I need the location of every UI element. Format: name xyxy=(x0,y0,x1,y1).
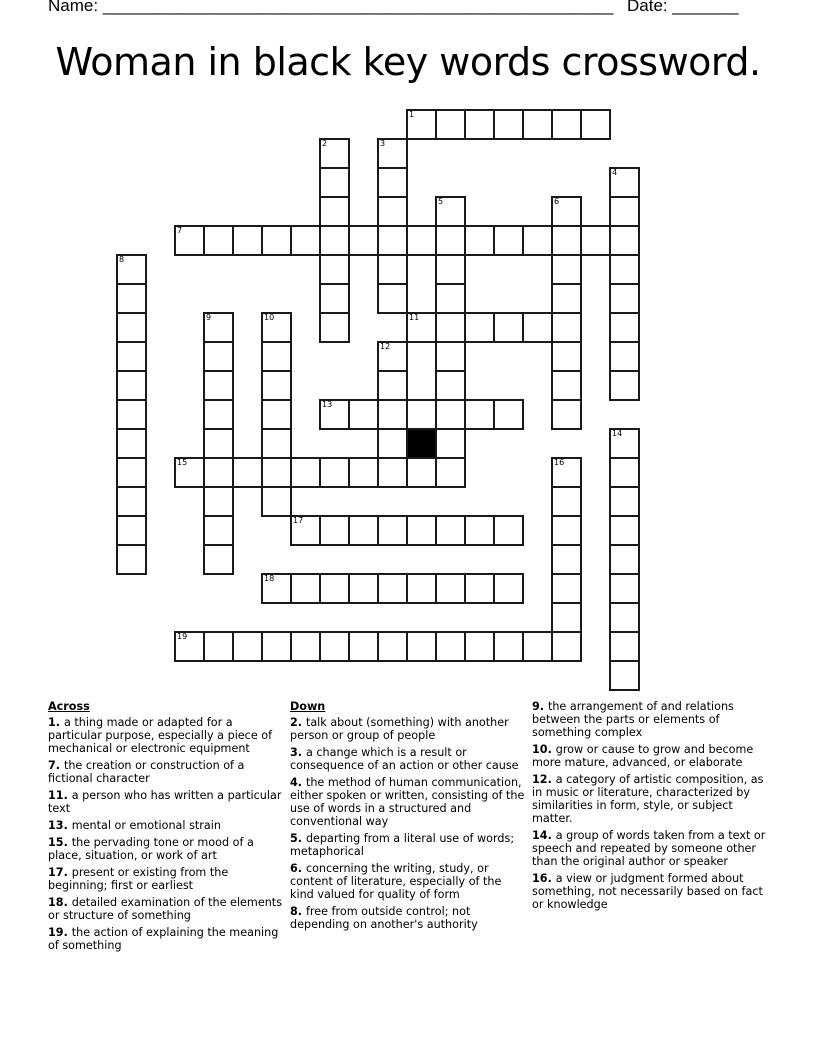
clue-item xyxy=(48,836,284,862)
clue-number-label: 14. xyxy=(532,829,556,842)
grid-cell[interactable] xyxy=(406,399,437,430)
clue-item xyxy=(290,905,526,931)
grid-cell[interactable] xyxy=(609,660,640,691)
down-clues-continued xyxy=(532,700,772,915)
grid-cell[interactable] xyxy=(232,225,263,256)
clue-item xyxy=(532,743,772,769)
grid-cell[interactable] xyxy=(261,457,292,488)
grid-cell[interactable] xyxy=(522,312,553,343)
clue-item xyxy=(48,926,284,952)
grid-cell[interactable] xyxy=(290,631,321,662)
grid-cell[interactable] xyxy=(551,312,582,343)
grid-cell[interactable] xyxy=(464,399,495,430)
clue-number-label: 9. xyxy=(532,700,548,713)
clue-number-label: 3. xyxy=(290,746,306,759)
clue-number-label: 18. xyxy=(48,896,72,909)
clue-number: 8 xyxy=(119,255,125,264)
clue-item xyxy=(48,716,284,755)
clue-number-label: 7. xyxy=(48,759,64,772)
grid-cell[interactable] xyxy=(551,283,582,314)
grid-cell[interactable] xyxy=(493,399,524,430)
grid-cell[interactable] xyxy=(493,109,524,140)
grid-cell[interactable] xyxy=(551,515,582,546)
grid-cell[interactable] xyxy=(551,457,582,488)
grid-cell[interactable] xyxy=(609,370,640,401)
grid-cell[interactable] xyxy=(493,573,524,604)
grid-cell[interactable] xyxy=(261,341,292,372)
grid-cell[interactable] xyxy=(348,515,379,546)
grid-cell[interactable] xyxy=(435,312,466,343)
across-clue-list xyxy=(48,716,284,952)
grid-cell[interactable] xyxy=(290,515,321,546)
clue-item xyxy=(532,700,772,739)
grid-cell[interactable] xyxy=(116,370,147,401)
clue-number: 1 xyxy=(409,110,415,119)
grid-cell[interactable] xyxy=(319,312,350,343)
grid-cell[interactable] xyxy=(319,515,350,546)
clue-item xyxy=(290,716,526,742)
grid-cell[interactable] xyxy=(377,370,408,401)
clue-text: a change which is a result or consequence of an action or other cause xyxy=(290,746,519,772)
clue-item xyxy=(48,866,284,892)
grid-cell[interactable] xyxy=(261,312,292,343)
grid-cell[interactable] xyxy=(609,167,640,198)
black-cell xyxy=(406,428,437,459)
grid-cell[interactable] xyxy=(261,225,292,256)
grid-cell[interactable] xyxy=(203,486,234,517)
clue-number: 13 xyxy=(322,400,333,409)
grid-cell[interactable] xyxy=(435,341,466,372)
clue-text: grow or cause to grow and become more mature, advanced, or elaborate xyxy=(532,743,754,769)
grid-cell[interactable] xyxy=(551,486,582,517)
grid-cell[interactable] xyxy=(609,515,640,546)
grid-cell[interactable] xyxy=(261,573,292,604)
grid-cell[interactable] xyxy=(116,283,147,314)
clue-text: a person who has written a particular text xyxy=(48,789,282,815)
grid-cell[interactable] xyxy=(319,283,350,314)
clue-number: 11 xyxy=(409,313,420,322)
grid-cell[interactable] xyxy=(609,631,640,662)
clue-item xyxy=(48,759,284,785)
grid-cell[interactable] xyxy=(116,486,147,517)
clue-number: 19 xyxy=(177,632,188,641)
grid-cell[interactable] xyxy=(464,312,495,343)
grid-cell[interactable] xyxy=(493,515,524,546)
clue-text: a thing made or adapted for a particular purpose, especially a piece of mechanical or electronic equipment xyxy=(48,716,273,755)
clue-item xyxy=(48,819,284,832)
grid-cell[interactable] xyxy=(609,254,640,285)
grid-cell[interactable] xyxy=(435,631,466,662)
grid-cell[interactable] xyxy=(261,370,292,401)
grid-cell[interactable] xyxy=(203,399,234,430)
grid-cell[interactable] xyxy=(116,341,147,372)
clue-number-label: 8. xyxy=(290,905,306,918)
clue-text: free from outside control; not depending on another's authority xyxy=(290,905,478,931)
clue-number: 14 xyxy=(612,429,623,438)
grid-cell[interactable] xyxy=(174,225,205,256)
grid-cell[interactable] xyxy=(435,428,466,459)
clue-number: 4 xyxy=(612,168,618,177)
down-clue-list-continued xyxy=(532,700,772,911)
clue-text: concerning the writing, study, or content of literature, especially of the kind valued for quality of form xyxy=(290,862,502,901)
grid-cell[interactable] xyxy=(464,573,495,604)
grid-cell[interactable] xyxy=(551,370,582,401)
grid-cell[interactable] xyxy=(203,515,234,546)
grid-cell[interactable] xyxy=(232,631,263,662)
grid-cell[interactable] xyxy=(406,457,437,488)
grid-cell[interactable] xyxy=(319,167,350,198)
clue-number: 5 xyxy=(438,197,444,206)
clue-number-label: 11. xyxy=(48,789,72,802)
grid-cell[interactable] xyxy=(377,631,408,662)
grid-cell[interactable] xyxy=(609,457,640,488)
grid-cell[interactable] xyxy=(609,312,640,343)
clue-number: 16 xyxy=(554,458,565,467)
clue-item xyxy=(532,829,772,868)
grid-cell[interactable] xyxy=(406,225,437,256)
grid-cell[interactable] xyxy=(551,196,582,227)
grid-cell[interactable] xyxy=(551,341,582,372)
grid-cell[interactable] xyxy=(290,573,321,604)
clue-text: talk about (something) with another person or group of people xyxy=(290,716,509,742)
grid-cell[interactable] xyxy=(551,573,582,604)
grid-cell[interactable] xyxy=(551,602,582,633)
clue-item xyxy=(48,896,284,922)
clue-number-label: 2. xyxy=(290,716,306,729)
clue-number: 9 xyxy=(206,313,212,322)
grid-cell[interactable] xyxy=(203,457,234,488)
grid-cell[interactable] xyxy=(174,457,205,488)
grid-cell[interactable] xyxy=(377,167,408,198)
grid-cell[interactable] xyxy=(319,138,350,169)
grid-cell[interactable] xyxy=(377,225,408,256)
grid-cell[interactable] xyxy=(203,544,234,575)
grid-cell[interactable] xyxy=(406,312,437,343)
grid-cell[interactable] xyxy=(261,631,292,662)
grid-cell[interactable] xyxy=(348,457,379,488)
grid-cell[interactable] xyxy=(116,312,147,343)
grid-cell[interactable] xyxy=(580,225,611,256)
grid-cell[interactable] xyxy=(203,312,234,343)
grid-cell[interactable] xyxy=(290,457,321,488)
grid-cell[interactable] xyxy=(203,225,234,256)
grid-cell[interactable] xyxy=(435,457,466,488)
grid-cell[interactable] xyxy=(551,631,582,662)
grid-cell[interactable] xyxy=(261,428,292,459)
grid-cell[interactable] xyxy=(261,486,292,517)
clue-text: present or existing from the beginning; first or earliest xyxy=(48,866,229,892)
clue-number-label: 12. xyxy=(532,773,556,786)
clue-text: the method of human communication, either spoken or written, consisting of the use of words in a structured and conventional way xyxy=(290,776,525,828)
clue-number: 12 xyxy=(380,342,391,351)
grid-cell[interactable] xyxy=(551,109,582,140)
clue-number: 6 xyxy=(554,197,560,206)
grid-cell[interactable] xyxy=(377,196,408,227)
grid-cell[interactable] xyxy=(319,457,350,488)
grid-cell[interactable] xyxy=(319,399,350,430)
clue-text: the pervading tone or mood of a place, situation, or work of art xyxy=(48,836,254,862)
grid-cell[interactable] xyxy=(609,428,640,459)
across-heading: Across xyxy=(48,700,90,713)
clue-number: 2 xyxy=(322,139,328,148)
clue-number-label: 6. xyxy=(290,862,306,875)
grid-cell[interactable] xyxy=(406,631,437,662)
grid-cell[interactable] xyxy=(580,109,611,140)
grid-cell[interactable] xyxy=(551,399,582,430)
crossword-grid xyxy=(117,110,641,692)
grid-cell[interactable] xyxy=(377,254,408,285)
clue-item xyxy=(290,776,526,828)
grid-cell[interactable] xyxy=(377,457,408,488)
grid-cell[interactable] xyxy=(406,515,437,546)
grid-cell[interactable] xyxy=(435,225,466,256)
grid-cell[interactable] xyxy=(116,457,147,488)
grid-cell[interactable] xyxy=(348,573,379,604)
grid-cell[interactable] xyxy=(435,399,466,430)
clue-item xyxy=(290,746,526,772)
clue-number: 3 xyxy=(380,139,386,148)
grid-cell[interactable] xyxy=(377,428,408,459)
clue-number: 7 xyxy=(177,226,183,235)
clue-number: 18 xyxy=(264,574,275,583)
grid-cell[interactable] xyxy=(203,370,234,401)
grid-cell[interactable] xyxy=(116,254,147,285)
grid-cell[interactable] xyxy=(348,225,379,256)
grid-cell[interactable] xyxy=(493,631,524,662)
grid-cell[interactable] xyxy=(609,225,640,256)
grid-cell[interactable] xyxy=(377,283,408,314)
clue-text: the arrangement of and relations between the parts or elements of something complex xyxy=(532,700,734,739)
grid-cell[interactable] xyxy=(203,428,234,459)
clue-number-label: 17. xyxy=(48,866,72,879)
down-clue-list xyxy=(290,716,526,931)
grid-cell[interactable] xyxy=(377,573,408,604)
clue-text: a category of artistic composition, as in music or literature, characterized by similarities in form, style, or subject matter. xyxy=(532,773,764,825)
clue-number: 15 xyxy=(177,458,188,467)
grid-cell[interactable] xyxy=(319,254,350,285)
grid-cell[interactable] xyxy=(609,196,640,227)
clue-number-label: 1. xyxy=(48,716,64,729)
grid-cell[interactable] xyxy=(377,341,408,372)
across-clues xyxy=(48,700,284,956)
clue-text: a view or judgment formed about something, not necessarily based on fact or knowledge xyxy=(532,872,763,911)
grid-cell[interactable] xyxy=(377,399,408,430)
clue-number-label: 16. xyxy=(532,872,556,885)
grid-cell[interactable] xyxy=(551,544,582,575)
clue-item xyxy=(48,789,284,815)
grid-cell[interactable] xyxy=(522,631,553,662)
grid-cell[interactable] xyxy=(348,631,379,662)
grid-cell[interactable] xyxy=(406,109,437,140)
clue-text: detailed examination of the elements or structure of something xyxy=(48,896,283,922)
grid-cell[interactable] xyxy=(406,573,437,604)
grid-cell[interactable] xyxy=(551,225,582,256)
grid-cell[interactable] xyxy=(609,573,640,604)
clue-item xyxy=(290,832,526,858)
clue-item xyxy=(532,872,772,911)
grid-cell[interactable] xyxy=(319,196,350,227)
grid-cell[interactable] xyxy=(435,370,466,401)
clue-number-label: 19. xyxy=(48,926,72,939)
grid-cell[interactable] xyxy=(464,515,495,546)
grid-cell[interactable] xyxy=(348,399,379,430)
grid-cell[interactable] xyxy=(551,254,582,285)
grid-cell[interactable] xyxy=(609,544,640,575)
clue-number-label: 4. xyxy=(290,776,306,789)
grid-cell[interactable] xyxy=(319,631,350,662)
grid-cell[interactable] xyxy=(464,109,495,140)
clue-text: a group of words taken from a text or speech and repeated by someone other than the original author or speaker xyxy=(532,829,766,868)
grid-cell[interactable] xyxy=(493,225,524,256)
grid-cell[interactable] xyxy=(319,225,350,256)
date-field-label[interactable]: Date: _______ xyxy=(627,0,739,15)
grid-cell[interactable] xyxy=(290,225,321,256)
grid-cell[interactable] xyxy=(609,486,640,517)
clue-text: the creation or construction of a fictional character xyxy=(48,759,245,785)
clue-number-label: 5. xyxy=(290,832,306,845)
clue-number-label: 15. xyxy=(48,836,72,849)
grid-cell[interactable] xyxy=(116,515,147,546)
grid-cell[interactable] xyxy=(522,109,553,140)
grid-cell[interactable] xyxy=(435,573,466,604)
grid-cell[interactable] xyxy=(116,544,147,575)
clue-number-label: 13. xyxy=(48,819,72,832)
clue-text: mental or emotional strain xyxy=(71,819,221,832)
grid-cell[interactable] xyxy=(435,109,466,140)
grid-cell[interactable] xyxy=(464,631,495,662)
grid-cell[interactable] xyxy=(435,283,466,314)
grid-cell[interactable] xyxy=(377,515,408,546)
clue-number: 10 xyxy=(264,313,275,322)
clue-item xyxy=(290,862,526,901)
grid-cell[interactable] xyxy=(435,515,466,546)
grid-cell[interactable] xyxy=(609,602,640,633)
clue-text: departing from a literal use of words; metaphorical xyxy=(290,832,515,858)
name-field-label[interactable]: Name: ______________________________________________________ xyxy=(48,0,614,15)
grid-cell[interactable] xyxy=(261,399,292,430)
grid-cell[interactable] xyxy=(203,341,234,372)
grid-cell[interactable] xyxy=(435,196,466,227)
down-heading: Down xyxy=(290,700,326,713)
grid-cell[interactable] xyxy=(174,631,205,662)
grid-cell[interactable] xyxy=(493,312,524,343)
grid-cell[interactable] xyxy=(319,573,350,604)
clue-item xyxy=(532,773,772,825)
grid-cell[interactable] xyxy=(232,457,263,488)
grid-cell[interactable] xyxy=(464,225,495,256)
clue-text: the action of explaining the meaning of something xyxy=(48,926,279,952)
grid-cell[interactable] xyxy=(609,283,640,314)
grid-cell[interactable] xyxy=(609,341,640,372)
grid-cell[interactable] xyxy=(377,138,408,169)
down-clues xyxy=(290,700,526,935)
grid-cell[interactable] xyxy=(203,631,234,662)
clue-number-label: 10. xyxy=(532,743,556,756)
grid-cell[interactable] xyxy=(435,254,466,285)
grid-cell[interactable] xyxy=(522,225,553,256)
clue-number: 17 xyxy=(293,516,304,525)
page-title: Woman in black key words crossword. xyxy=(55,40,761,84)
grid-cell[interactable] xyxy=(116,399,147,430)
grid-cell[interactable] xyxy=(116,428,147,459)
